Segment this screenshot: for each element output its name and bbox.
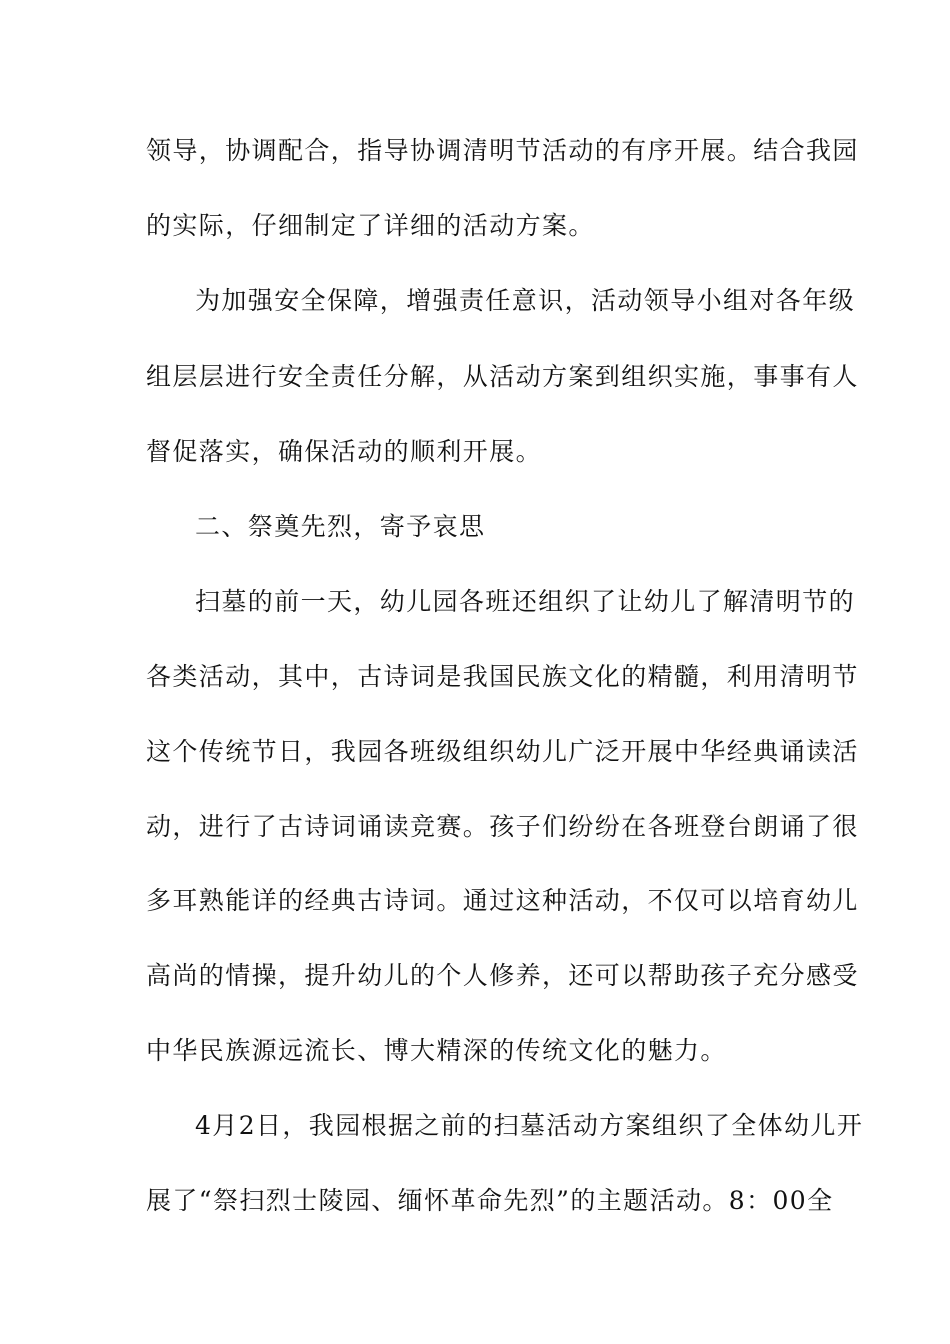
paragraph-line: 这个传统节日，我园各班级组织幼儿广泛开展中华经典诵读活 xyxy=(146,737,859,766)
paragraph-line: 组层层进行安全责任分解，从活动方案到组织实施，事事有人 xyxy=(146,362,859,391)
paragraph-line: 的实际，仔细制定了详细的活动方案。 xyxy=(146,211,595,240)
paragraph-line: 多耳熟能详的经典古诗词。通过这种活动，不仅可以培育幼儿 xyxy=(146,886,859,915)
paragraph-line: 扫墓的前一天，幼儿园各班还组织了让幼儿了解清明节的 xyxy=(195,587,856,616)
paragraph-line: 4月2日，我园根据之前的扫墓活动方案组织了全体幼儿开 xyxy=(195,1111,864,1140)
paragraph-line: 各类活动，其中，古诗词是我国民族文化的精髓，利用清明节 xyxy=(146,662,859,691)
paragraph-line: 高尚的情操，提升幼儿的个人修养，还可以帮助孩子充分感受 xyxy=(146,961,859,990)
paragraph-line: 展了“祭扫烈士陵园、缅怀革命先烈”的主题活动。8：00全 xyxy=(146,1186,834,1215)
paragraph-line: 督促落实，确保活动的顺利开展。 xyxy=(146,437,543,466)
section-heading: 二、祭奠先烈，寄予哀思 xyxy=(195,512,486,541)
paragraph-line: 为加强安全保障，增强责任意识，活动领导小组对各年级 xyxy=(195,286,856,315)
paragraph-line: 领导，协调配合，指导协调清明节活动的有序开展。结合我园 xyxy=(146,136,859,165)
paragraph-line: 中华民族源远流长、博大精深的传统文化的魅力。 xyxy=(146,1036,727,1065)
paragraph-line: 动，进行了古诗词诵读竞赛。孩子们纷纷在各班登台朗诵了很 xyxy=(146,812,859,841)
